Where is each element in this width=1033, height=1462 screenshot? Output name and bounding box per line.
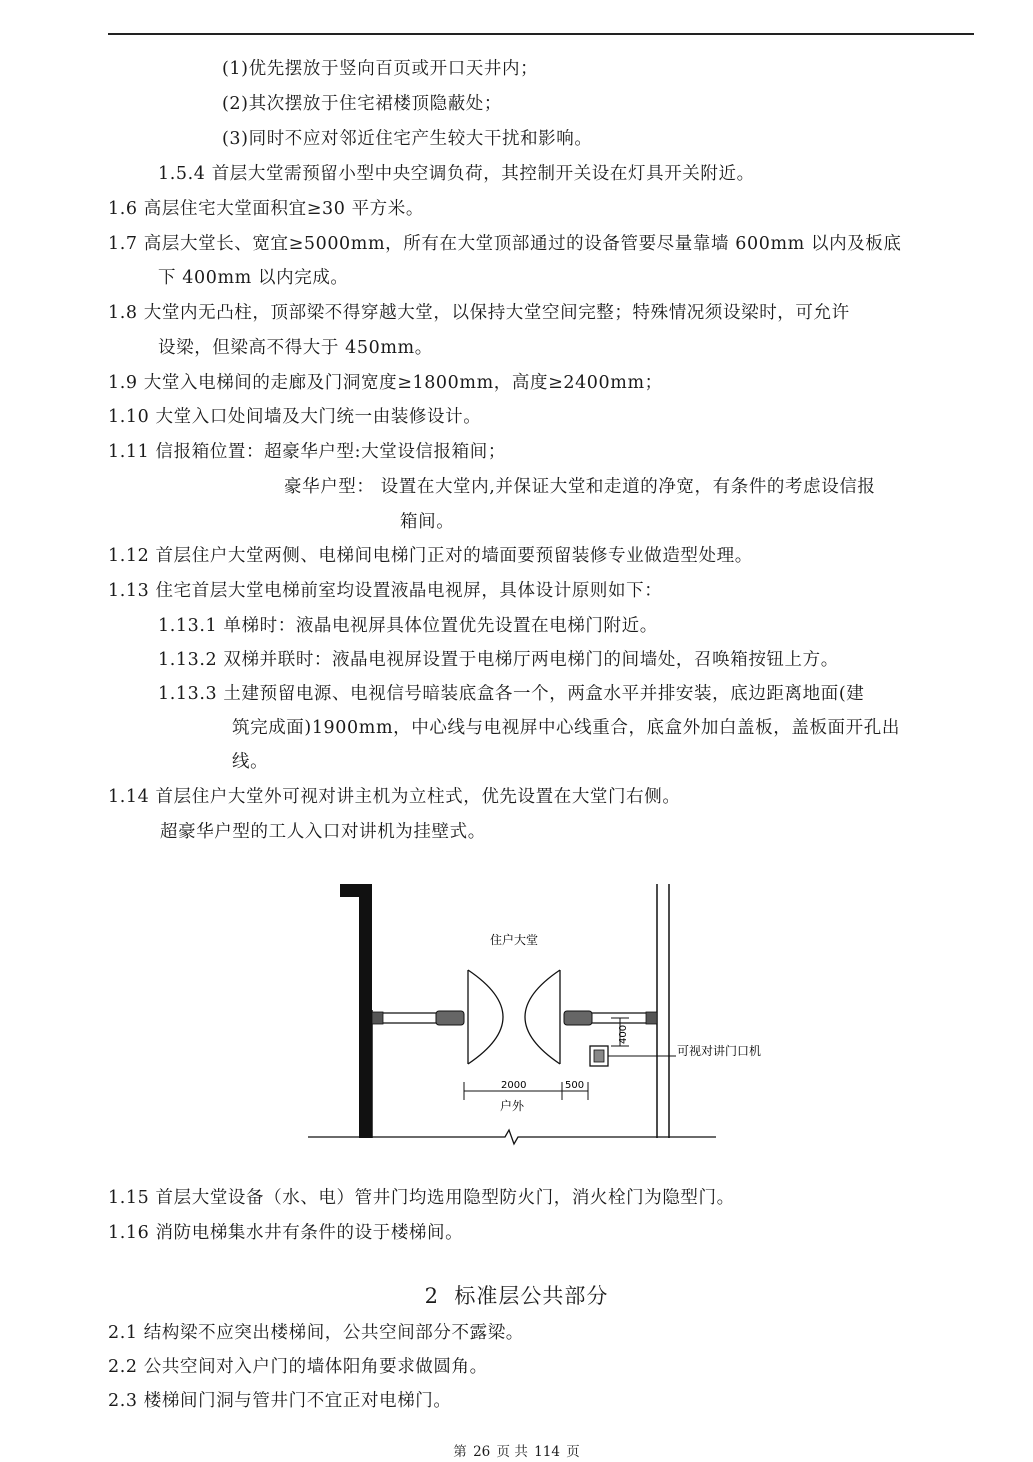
text-line: (3)同时不应对邻近住宅产生较大干扰和影响。 (222, 129, 593, 149)
lobby-label: 住户大堂 (490, 933, 539, 947)
text-line: 1.13.3 土建预留电源、电视信号暗装底盒各一个，两盒水平并排安装，底边距离地面(建 (158, 684, 865, 704)
text-line: 2.1 结构梁不应突出楼梯间，公共空间部分不露梁。 (108, 1323, 524, 1343)
text-line: 2.2 公共空间对入户门的墙体阳角要求做圆角。 (108, 1357, 488, 1377)
right-closer (564, 1011, 592, 1025)
footer-total-pages: 114 (534, 1444, 560, 1460)
text-line: 1.13.1 单梯时：液晶电视屏具体位置优先设置在电梯门附近。 (158, 616, 658, 636)
text-line: 线。 (232, 752, 269, 772)
text-line: 1.7 高层大堂长、宽宜≥5000mm，所有在大堂顶部通过的设备管要尽量靠墙 600mm 以内及板底 (108, 234, 902, 254)
left-wall (340, 884, 372, 1138)
text-line: 1.11 信报箱位置：超豪华户型:大堂设信报箱间； (108, 442, 506, 462)
intercom-label: 可视对讲门口机 (677, 1044, 762, 1058)
page-footer (0, 1440, 1033, 1460)
section-heading (0, 1280, 1033, 1310)
footer-prefix: 第 (453, 1444, 467, 1460)
text-line: 设梁，但梁高不得大于 450mm。 (158, 338, 433, 358)
text-line: 1.10 大堂入口处间墙及大门统一由装修设计。 (108, 407, 482, 427)
text-line: 1.16 消防电梯集水井有条件的设于楼梯间。 (108, 1223, 464, 1243)
footer-page-number: 26 (473, 1444, 491, 1460)
text-line: 2.3 楼梯间门洞与管井门不宜正对电梯门。 (108, 1391, 452, 1411)
left-hinge (372, 1012, 383, 1024)
dim-height-label: 400 (618, 1024, 629, 1044)
text-line: 箱间。 (400, 512, 455, 532)
header-rule (108, 33, 974, 35)
text-line: 1.5.4 首层大堂需预留小型中央空调负荷，其控制开关设在灯具开关附近。 (158, 164, 755, 184)
right-door-swing (525, 970, 560, 1064)
text-line: 1.13 住宅首层大堂电梯前室均设置液晶电视屏，具体设计原则如下： (108, 581, 663, 601)
text-line: 1.9 大堂入电梯间的走廊及门洞宽度≥1800mm，高度≥2400mm； (108, 373, 663, 393)
left-closer (436, 1011, 464, 1025)
text-line: 超豪华户型的工人入口对讲机为挂壁式。 (160, 822, 486, 842)
text-line: (1)优先摆放于竖向百页或开口天井内； (222, 59, 539, 79)
text-line: (2)其次摆放于住宅裙楼顶隐蔽处； (222, 94, 502, 114)
footer-mid: 页 共 (496, 1444, 528, 1460)
text-line: 1.13.2 双梯并联时：液晶电视屏设置于电梯厅两电梯门的间墙处，召唤箱按钮上方。 (158, 650, 839, 670)
lobby-entrance-diagram (300, 878, 762, 1153)
section-number: 2 (424, 1284, 439, 1308)
right-hinge (646, 1012, 657, 1024)
dim-width-label: 2000 (501, 1080, 527, 1091)
text-line: 1.6 高层住宅大堂面积宜≥30 平方米。 (108, 199, 424, 219)
section-title: 标准层公共部分 (454, 1284, 609, 1308)
dim-offset-label: 500 (565, 1080, 585, 1091)
text-line: 1.15 首层大堂设备（水、电）管井门均选用隐型防火门，消火栓门为隐型门。 (108, 1188, 735, 1208)
text-line: 豪华户型： 设置在大堂内,并保证大堂和走道的净宽，有条件的考虑设信报 (284, 477, 876, 497)
outside-label: 户外 (500, 1099, 525, 1113)
text-line: 筑完成面)1900mm，中心线与电视屏中心线重合，底盒外加白盖板，盖板面开孔出 (232, 718, 900, 738)
text-line: 下 400mm 以内完成。 (158, 268, 349, 288)
text-line: 1.8 大堂内无凸柱，顶部梁不得穿越大堂，以保持大堂空间完整；特殊情况须设梁时，可允许 (108, 303, 850, 323)
footer-suffix: 页 (566, 1444, 580, 1460)
text-line: 1.12 首层住户大堂两侧、电梯间电梯门正对的墙面要预留装修专业做造型处理。 (108, 546, 753, 566)
left-door-swing (468, 970, 503, 1064)
text-line: 1.14 首层住户大堂外可视对讲主机为立柱式，优先设置在大堂门右侧。 (108, 787, 681, 807)
